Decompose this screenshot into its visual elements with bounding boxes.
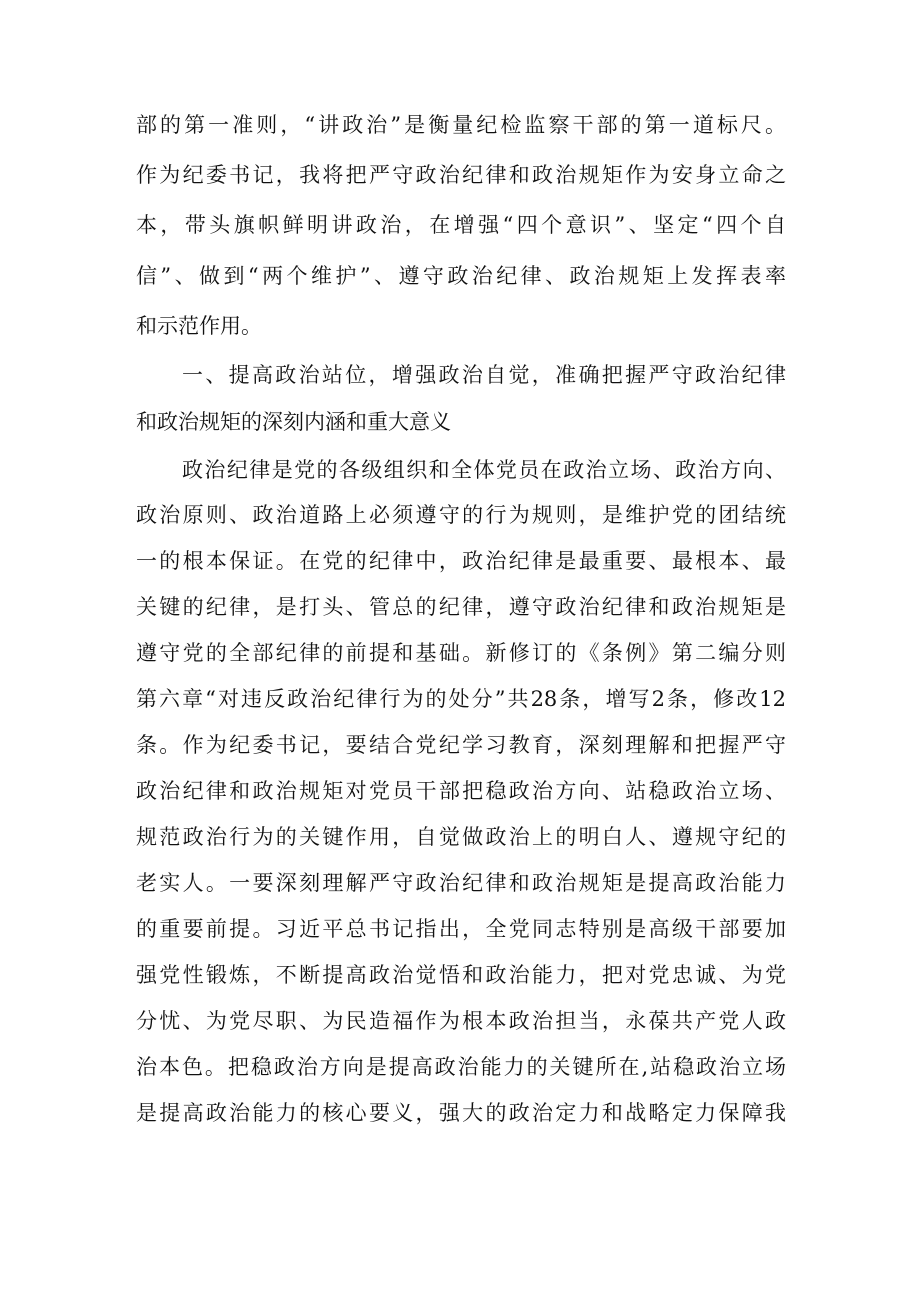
text-line: 治本色。把稳政治方向是提高政治能力的关键所在,站稳政治立场: [136, 1055, 786, 1079]
text-line: 遵守党的全部纪律的前提和基础。新修订的《条例》第二编分则: [136, 641, 786, 665]
text-line: 是提高政治能力的核心要义，强大的政治定力和战略定力保障我: [136, 1101, 786, 1125]
text-line: 政治原则、政治道路上必须遵守的行为规则，是维护党的团结统: [136, 503, 786, 527]
text-line: 信”、做到“两个维护”、遵守政治纪律、政治规矩上发挥表率: [136, 264, 786, 288]
text-line: 一的根本保证。在党的纪律中，政治纪律是最重要、最根本、最: [136, 549, 786, 573]
text-line: 条。作为纪委书记，要结合党纪学习教育，深刻理解和把握严守: [136, 733, 786, 757]
text-line: 本，带头旗帜鲜明讲政治，在增强“四个意识”、坚定“四个自: [136, 213, 786, 237]
text-line: 第六章“对违反政治纪律行为的处分”共28条，增写2条，修改12: [136, 687, 786, 711]
section-heading-line: 一、提高政治站位，增强政治自觉，准确把握严守政治纪律: [182, 363, 786, 387]
text-line: 部的第一准则，“讲政治”是衡量纪检监察干部的第一道标尺。: [136, 113, 786, 137]
text-line: 老实人。一要深刻理解严守政治纪律和政治规矩是提高政治能力: [136, 871, 786, 895]
text-line: 关键的纪律，是打头、管总的纪律，遵守政治纪律和政治规矩是: [136, 595, 786, 619]
section-heading-line: 和政治规矩的深刻内涵和重大意义: [136, 410, 451, 434]
text-line: 政治纪律是党的各级组织和全体党员在政治立场、政治方向、: [182, 458, 786, 482]
text-line: 规范政治行为的关键作用，自觉做政治上的明白人、遵规守纪的: [136, 825, 786, 849]
text-line: 的重要前提。习近平总书记指出，全党同志特别是高级干部要加: [136, 917, 786, 941]
text-line: 和示范作用。: [136, 314, 262, 338]
text-line: 分忧、为党尽职、为民造福作为根本政治担当，永葆共产党人政: [136, 1009, 786, 1033]
text-line: 政治纪律和政治规矩对党员干部把稳政治方向、站稳政治立场、: [136, 779, 786, 803]
text-line: 作为纪委书记，我将把严守政治纪律和政治规矩作为安身立命之: [136, 163, 786, 187]
text-line: 强党性锻炼，不断提高政治觉悟和政治能力，把对党忠诚、为党: [136, 963, 786, 987]
